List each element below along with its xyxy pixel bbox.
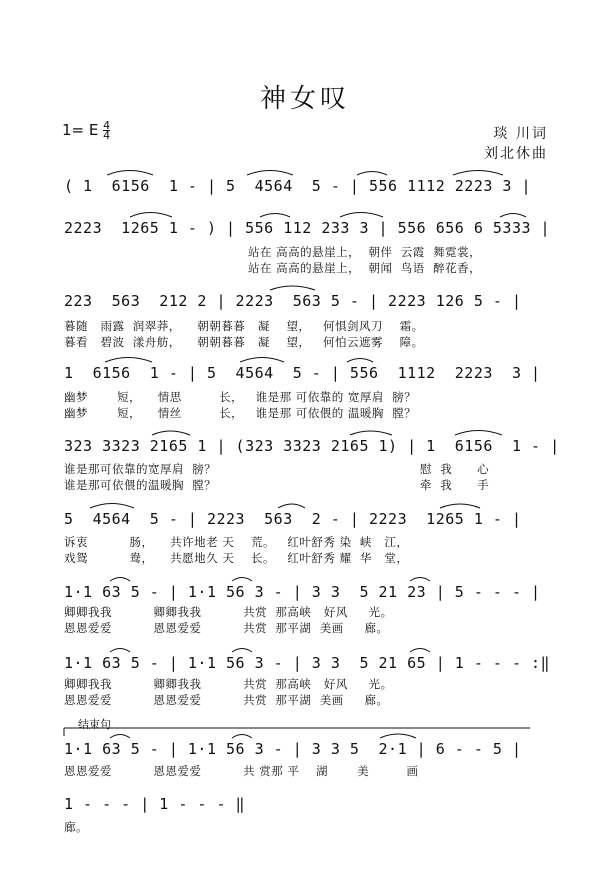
- lyric-line-6b: 戏鸳 鸯， 共愿地久 天 长。 红叶舒秀 耀 华 堂，: [64, 551, 409, 565]
- notation-line-10: 1 - - - | 1 - - - ‖: [64, 795, 246, 813]
- page-title: 神女叹: [259, 84, 350, 114]
- lyric-line-6a: 诉衷 肠， 共许地老 天 荒。 红叶舒秀 染 峡 江，: [64, 535, 409, 549]
- lyricist-credit: 琰 川词: [493, 126, 548, 142]
- slur-mark: [350, 431, 392, 435]
- lyric-line-5b: 谁是那可依偎的温暖胸 膛？ 牵 我 手: [64, 478, 490, 492]
- key-label: 1= E: [62, 121, 99, 139]
- slur-mark: [232, 578, 252, 582]
- lyric-line-10: 廊。: [64, 820, 88, 834]
- slur-mark: [455, 431, 502, 436]
- slur-mark: [247, 171, 293, 176]
- slur-mark: [357, 172, 387, 176]
- slur-mark: [130, 213, 172, 218]
- ending-label: 结束句: [78, 718, 111, 731]
- lyric-line-8b: 恩恩爱爱 恩恩爱爱 共赏 那平湖 美画 廊。: [64, 693, 389, 707]
- slur-mark: [110, 735, 130, 739]
- notation-line-6: 5 4564 5 - | 2223 563 2 - | 2223 1265 1 - |: [64, 510, 522, 528]
- lyric-line-4a: 幽梦 短， 情思 长， 谁是那 可依靠的 宽厚肩 膀？: [64, 390, 417, 404]
- lyric-line-7a: 卿卿我我 卿卿我我 共赏 那高峡 好风 光。: [64, 605, 393, 619]
- lyric-line-5a: 谁是那可依靠的宽厚肩 膀？ 慰 我 心: [64, 462, 490, 476]
- slur-mark: [232, 649, 252, 653]
- slur-mark: [340, 213, 383, 218]
- notation-line-4: 1 6156 1 - | 5 4564 5 - | 556 1112 2223 3 |: [64, 364, 541, 382]
- lyric-line-3b: 暮看 碧波 漾舟舫， 朝朝暮暮 凝 望， 何怕云遮雾 障。: [64, 335, 424, 349]
- time-signature-bottom: 4: [103, 129, 111, 142]
- lyric-line-7b: 恩恩爱爱 恩恩爱爱 共赏 那平湖 美画 廊。: [64, 621, 389, 635]
- slur-mark: [105, 358, 152, 363]
- notation-line-2: 2223 1265 1 - ) | 556 112 233 3 | 556 656 6 5333 |: [64, 219, 551, 237]
- slur-mark: [440, 504, 480, 508]
- slur-mark: [347, 359, 373, 363]
- time-signature-top: 4: [103, 119, 111, 132]
- notation-line-7: 1·1 63 5 - | 1·1 56 3 - | 3 3 5 21 23 | 5 - - - |: [64, 583, 541, 601]
- slur-mark: [90, 504, 134, 509]
- lyric-line-2b: 站在 高高的悬崖上， 朝闻 鸟语 醉花香，: [248, 261, 482, 275]
- slur-mark: [110, 578, 130, 582]
- slur-mark: [240, 358, 284, 363]
- lyric-line-9: 恩恩爱爱 恩恩爱爱 共 赏那 平 湖 美 画: [64, 764, 419, 778]
- lyric-line-2a: 站在 高高的悬崖上， 朝伴 云霞 舞霓裳，: [248, 245, 482, 259]
- slur-mark: [260, 214, 290, 218]
- notation-line-8: 1·1 63 5 - | 1·1 56 3 - | 3 3 5 21 65 | 1 - - - :‖: [64, 654, 551, 672]
- slur-mark: [232, 735, 252, 739]
- notation-line-1: ( 1 6156 1 - | 5 4564 5 - | 556 1112 2223 3 |: [64, 177, 532, 195]
- slur-mark: [380, 734, 416, 738]
- slur-mark: [107, 171, 153, 176]
- slur-mark: [278, 504, 305, 508]
- lyric-line-8a: 卿卿我我 卿卿我我 共赏 那高峡 好风 光。: [64, 677, 393, 691]
- composer-credit: 刘北休曲: [484, 146, 548, 162]
- slur-mark: [410, 578, 430, 582]
- slur-mark: [410, 649, 430, 653]
- notation-line-9: 1·1 63 5 - | 1·1 56 3 - | 3 3 5 2·1 | 6 - - 5 |: [64, 740, 522, 758]
- notation-line-5: 323 3323 2165 1 | (323 3323 2165 1) | 1 6156 1 - |: [64, 437, 560, 455]
- slur-mark: [110, 649, 130, 653]
- lyric-line-3a: 暮随 雨露 润翠莽， 朝朝暮暮 凝 望， 何惧剑风刀 霜。: [64, 319, 424, 333]
- slur-mark: [270, 286, 315, 290]
- notation-line-3: 223 563 212 2 | 2223 563 5 - | 2223 126 5 - |: [64, 292, 522, 310]
- slur-mark: [500, 214, 526, 218]
- slur-mark: [152, 431, 190, 435]
- slur-mark: [453, 171, 503, 176]
- lyric-line-4b: 幽梦 短， 情丝 长， 谁是那 可依偎的 温暖胸 膛？: [64, 406, 417, 420]
